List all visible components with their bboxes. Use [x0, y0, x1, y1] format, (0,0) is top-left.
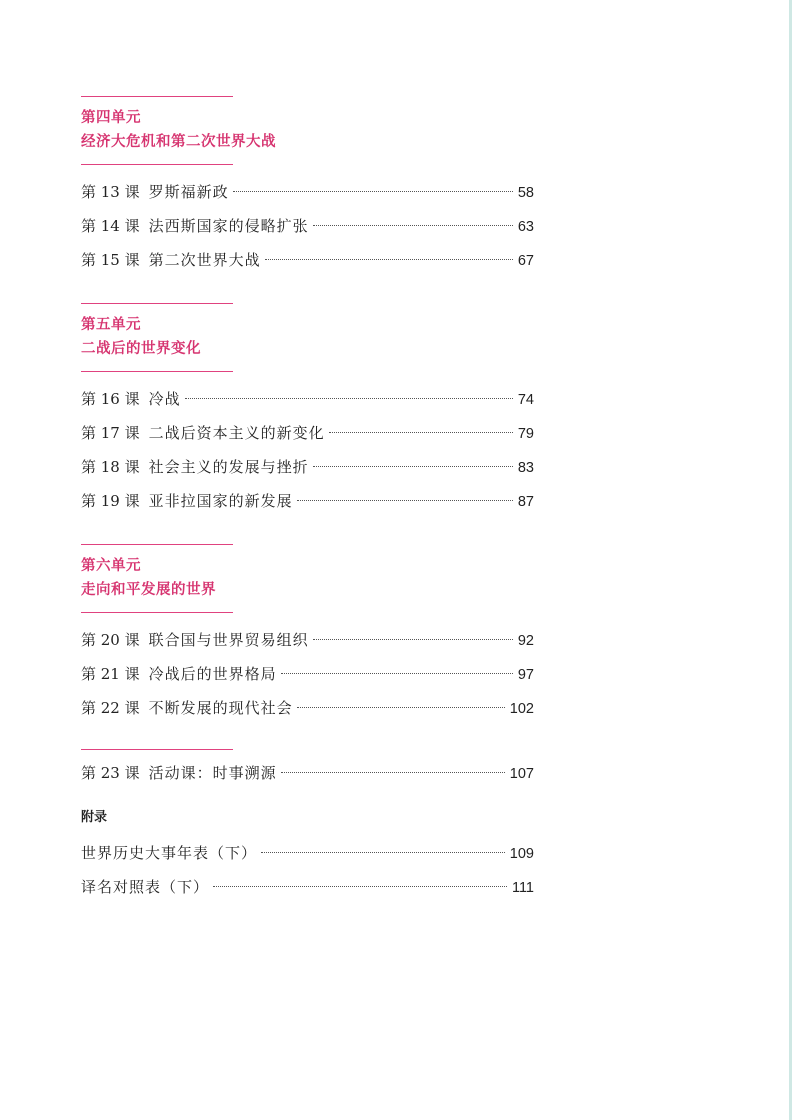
page-number: 111 [511, 880, 534, 896]
lesson-title: 活动课：时事溯源 [148, 764, 277, 782]
lesson-number: 第 16 课 [81, 390, 140, 408]
lesson-number: 第 21 课 [81, 665, 140, 683]
unit-5 [81, 303, 534, 518]
dot-leader [261, 852, 505, 853]
unit-divider [81, 612, 233, 613]
unit-6 [81, 544, 534, 725]
appendix-title: 世界历史大事年表（下） [81, 844, 258, 862]
toc-entry-lesson-14[interactable] [81, 209, 534, 243]
dot-leader [313, 639, 513, 640]
lesson-title: 罗斯福新政 [148, 183, 229, 201]
dot-leader [313, 466, 513, 467]
unit-divider [81, 96, 233, 97]
lesson-title: 法西斯国家的侵略扩张 [148, 217, 309, 235]
page-number: 109 [509, 846, 534, 862]
table-of-contents [81, 96, 534, 904]
toc-entry-lesson-19[interactable] [81, 484, 534, 518]
page-number: 97 [517, 667, 534, 683]
toc-entry-lesson-18[interactable] [81, 450, 534, 484]
unit-number: 第五单元 [81, 317, 141, 333]
toc-entry-lesson-15[interactable] [81, 243, 534, 277]
unit-divider [81, 544, 233, 545]
lesson-number: 第 18 课 [81, 458, 140, 476]
unit-divider [81, 164, 233, 165]
page-number: 107 [509, 766, 534, 782]
toc-entry-lesson-21[interactable] [81, 657, 534, 691]
toc-entry-lesson-16[interactable] [81, 382, 534, 416]
lesson-title: 不断发展的现代社会 [148, 699, 293, 717]
lesson-title: 冷战 [148, 390, 181, 408]
dot-leader [281, 772, 505, 773]
dot-leader [185, 398, 513, 399]
unit-title: 走向和平发展的世界 [81, 582, 216, 598]
lesson-number: 第 17 课 [81, 424, 140, 442]
appendix-section [81, 806, 534, 904]
unit-divider [81, 371, 233, 372]
dot-leader [313, 225, 513, 226]
unit-4 [81, 96, 534, 277]
page-number: 79 [517, 426, 534, 442]
lesson-number: 第 14 课 [81, 217, 140, 235]
toc-entry-appendix-glossary[interactable] [81, 870, 534, 904]
lesson-number: 第 22 课 [81, 699, 140, 717]
page-number: 87 [517, 494, 534, 510]
unit-title: 经济大危机和第二次世界大战 [81, 134, 276, 150]
lesson-title: 冷战后的世界格局 [148, 665, 277, 683]
dot-leader [265, 259, 513, 260]
dot-leader [297, 707, 505, 708]
page-edge-stripe [789, 0, 792, 1120]
page-number: 67 [517, 253, 534, 269]
page-number: 58 [517, 185, 534, 201]
lesson-title: 二战后资本主义的新变化 [148, 424, 325, 442]
toc-entry-lesson-23[interactable] [81, 756, 534, 790]
page-number: 102 [509, 701, 534, 717]
toc-entry-lesson-20[interactable] [81, 623, 534, 657]
toc-entry-lesson-17[interactable] [81, 416, 534, 450]
lesson-title: 第二次世界大战 [148, 251, 261, 269]
lesson-number: 第 20 课 [81, 631, 140, 649]
activity-section [81, 749, 534, 790]
page-number: 83 [517, 460, 534, 476]
lesson-title: 联合国与世界贸易组织 [148, 631, 309, 649]
lesson-number: 第 15 课 [81, 251, 140, 269]
page-number: 74 [517, 392, 534, 408]
lesson-title: 亚非拉国家的新发展 [148, 492, 293, 510]
unit-number: 第六单元 [81, 558, 141, 574]
dot-leader [329, 432, 513, 433]
dot-leader [233, 191, 513, 192]
lesson-number: 第 19 课 [81, 492, 140, 510]
dot-leader [213, 886, 507, 887]
unit-divider [81, 303, 233, 304]
dot-leader [297, 500, 513, 501]
unit-number: 第四单元 [81, 110, 141, 126]
appendix-title: 译名对照表（下） [81, 878, 210, 896]
unit-divider [81, 749, 233, 750]
page-number: 92 [517, 633, 534, 649]
unit-title: 二战后的世界变化 [81, 341, 201, 357]
toc-entry-lesson-13[interactable] [81, 175, 534, 209]
toc-entry-lesson-22[interactable] [81, 691, 534, 725]
lesson-number: 第 23 课 [81, 764, 140, 782]
page-number: 63 [517, 219, 534, 235]
appendix-heading: 附录 [81, 810, 108, 825]
toc-entry-appendix-timeline[interactable] [81, 836, 534, 870]
lesson-number: 第 13 课 [81, 183, 140, 201]
dot-leader [281, 673, 513, 674]
lesson-title: 社会主义的发展与挫折 [148, 458, 309, 476]
